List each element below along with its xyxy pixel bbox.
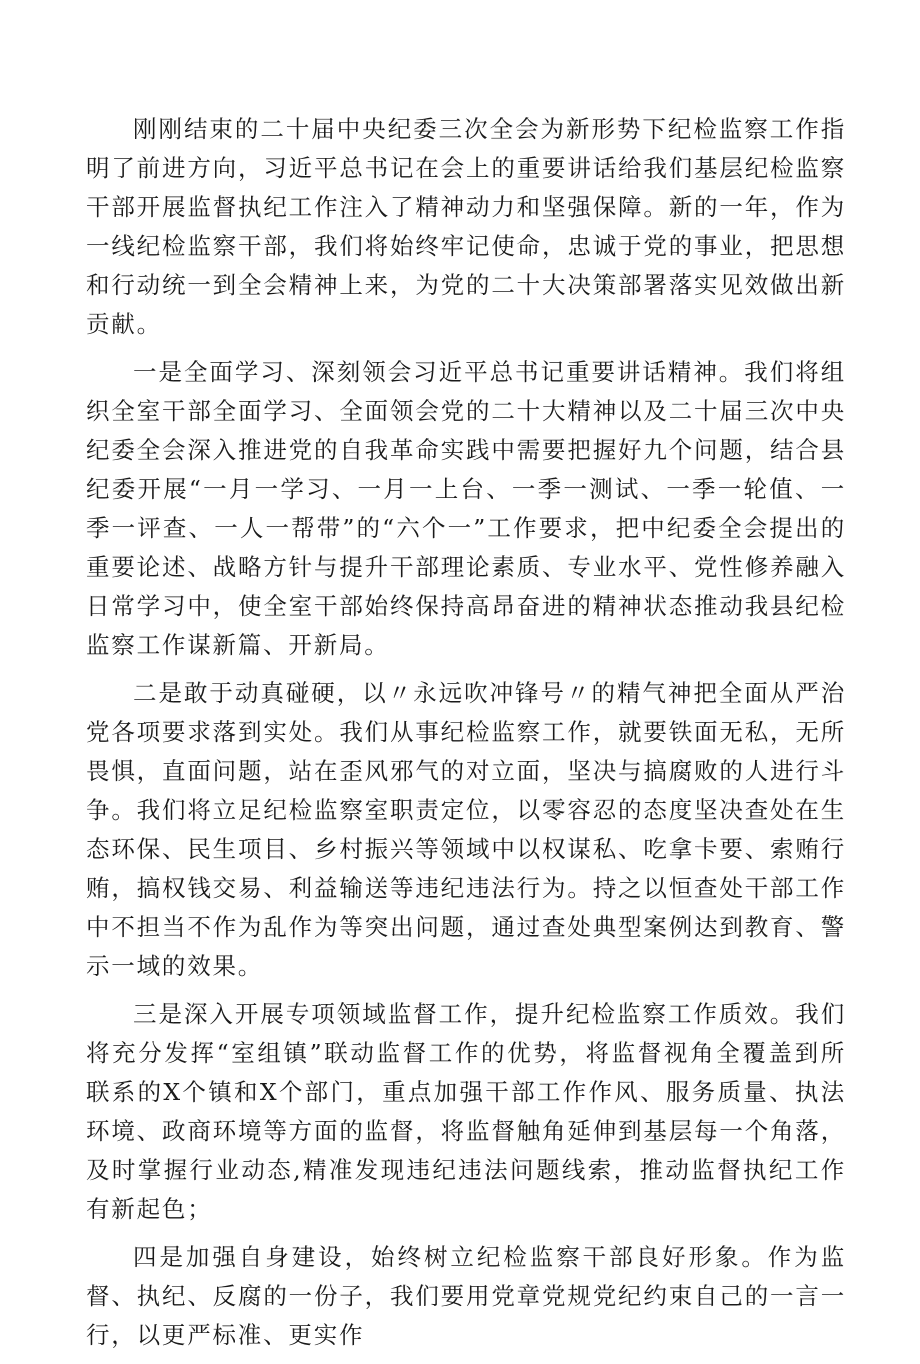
paragraph-point-one: 一是全面学习、深刻领会习近平总书记重要讲话精神。我们将组织全室干部全面学习、全面领会党的二十大精神以及二十届三次中央纪委全会深入推进党的自我革命实践中需要把握好九个问题，结合县纪委开展“一月一学习、一月一上台、一季一测试、一季一轮值、一季一评查、一人一帮带”的“六个一”工作要求，把中纪委全会提出的重要论述、战略方针与提升干部理论素质、专业水平、党性修养融入日常学习中，使全室干部始终保持高昂奋进的精神状态推动我县纪检监察工作谋新篇、开新局。 <box>86 358 846 659</box>
paragraph-point-four: 四是加强自身建设，始终树立纪检监察干部良好形象。作为监督、执纪、反腐的一份子，我们要用党章党规党纪约束自己的一言一行，以更严标准、更实作 <box>86 1243 846 1349</box>
paragraph-point-three: 三是深入开展专项领域监督工作，提升纪检监察工作质效。我们将充分发挥“室组镇”联动监督工作的优势，将监督视角全覆盖到所联系的X个镇和X个部门，重点加强干部工作作风、服务质量、执法环境、政商环境等方面的监督，将监督触角延伸到基层每一个角落，及时掌握行业动态,精准发现违纪违法问题线索，推动监督执纪工作有新起色； <box>86 1000 846 1223</box>
document-body <box>86 110 846 1364</box>
paragraph-intro: 刚刚结束的二十届中央纪委三次全会为新形势下纪检监察工作指明了前进方向，习近平总书记在会上的重要讲话给我们基层纪检监察干部开展监督执纪工作注入了精神动力和坚强保障。新的一年，作为一线纪检监察干部，我们将始终牢记使命，忠诚于党的事业，把思想和行动统一到全会精神上来，为党的二十大决策部署落实见效做出新贡献。 <box>86 115 846 338</box>
paragraph-point-two: 二是敢于动真碰硬，以〃永远吹冲锋号〃的精气神把全面从严治党各项要求落到实处。我们从事纪检监察工作，就要铁面无私，无所畏惧，直面问题，站在歪风邪气的对立面，坚决与搞腐败的人进行斗争。我们将立足纪检监察室职责定位，以零容忍的态度坚决查处在生态环保、民生项目、乡村振兴等领域中以权谋私、吃拿卡要、索贿行贿，搞权钱交易、利益输送等违纪违法行为。持之以恒查处干部工作中不担当不作为乱作为等突出问题，通过查处典型案例达到教育、警示一域的效果。 <box>86 679 846 980</box>
